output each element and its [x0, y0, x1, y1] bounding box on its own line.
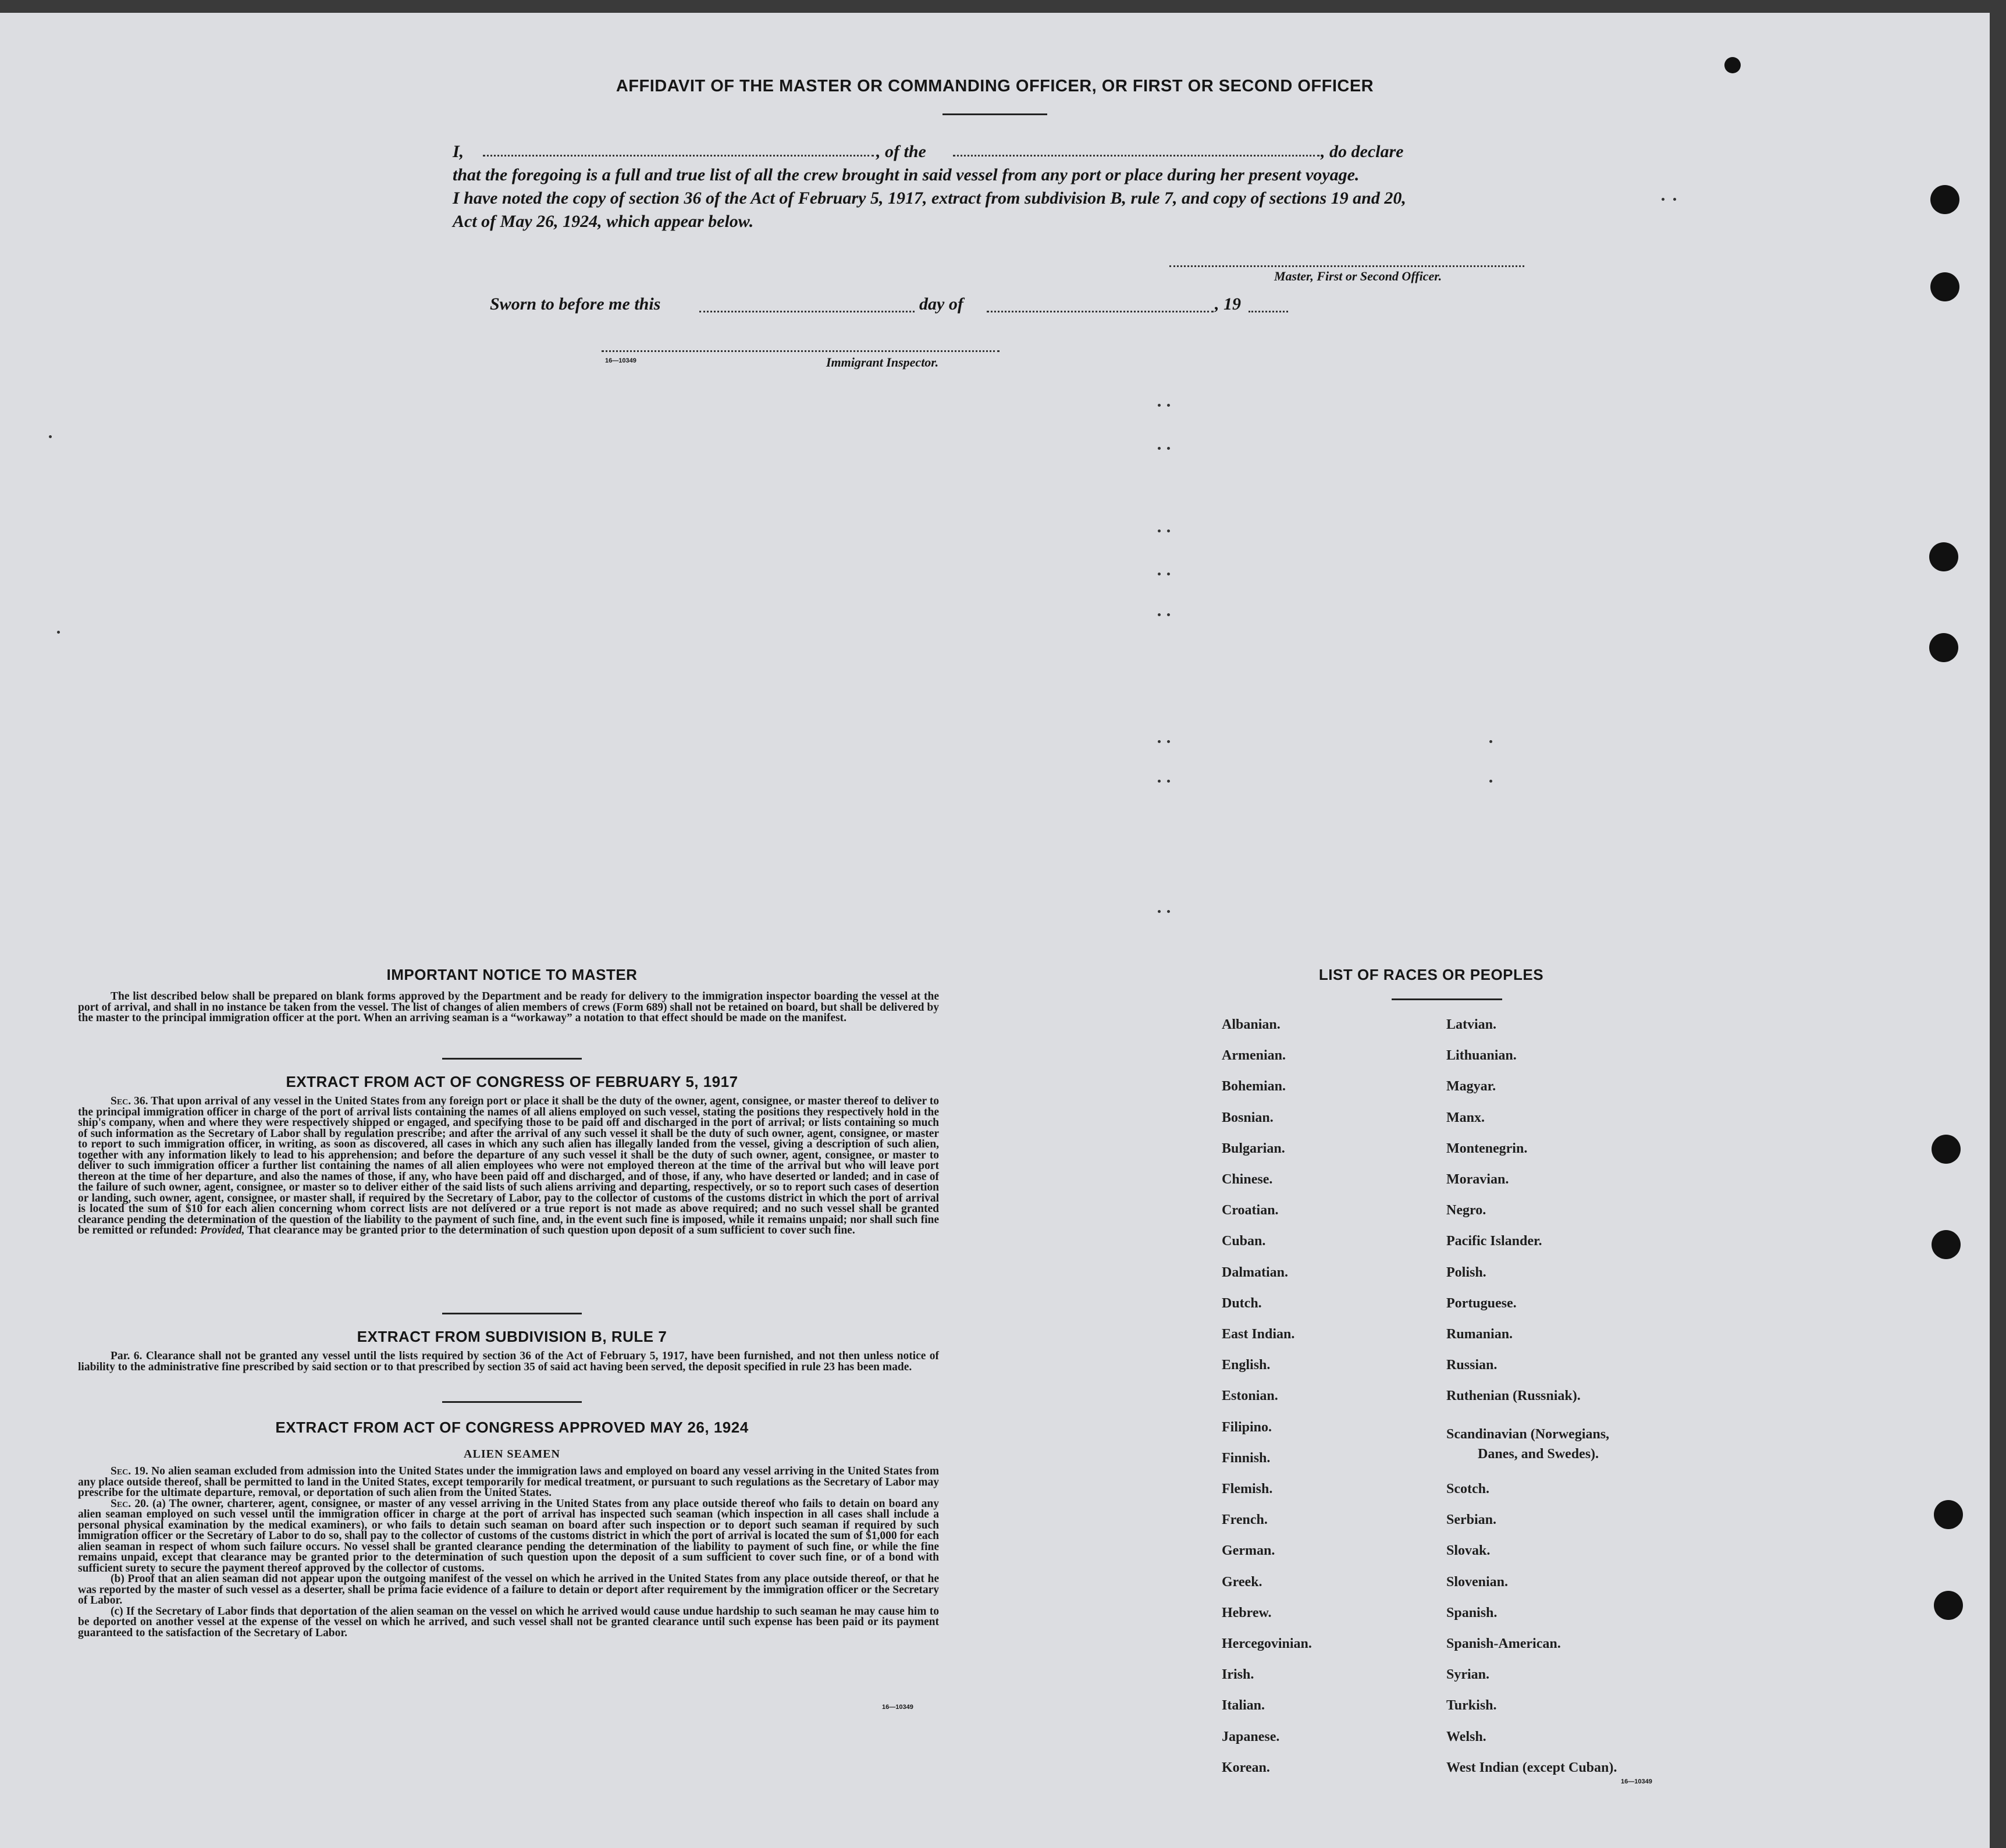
extract1-text	[78, 1096, 939, 1236]
binder-hole	[1932, 1135, 1961, 1164]
race-item: Filipino.	[1222, 1420, 1272, 1435]
provided-label: Provided,	[200, 1224, 245, 1236]
race-item: Negro.	[1446, 1203, 1486, 1218]
race-item: Korean.	[1222, 1760, 1270, 1775]
of-the-label: , of the	[876, 142, 926, 161]
notice-body: The list described below shall be prepared on blank forms approved by the Department and be ready for delivery to the immigration inspector boarding the vessel at the port of arrival, and shall in no instance be taken from the vessel. The list of changes of alien members of crews (Form 689) shall not be retained on board, but shall be delivered by the master to the principal immigration officer at the port. When an arriving seaman is a “workaway” a notation to that effect should be made on the manifest.	[78, 990, 939, 1024]
binder-hole	[1724, 57, 1741, 73]
sworn-year-blank[interactable]	[1249, 311, 1288, 312]
race-item: Scandinavian (Norwegians,	[1446, 1427, 1610, 1442]
year-label: , 19	[1215, 294, 1241, 314]
paper-speck	[1489, 780, 1492, 783]
name-blank[interactable]	[483, 155, 874, 157]
paper-speck	[1158, 780, 1161, 783]
race-item: German.	[1222, 1543, 1275, 1558]
race-item: Spanish-American.	[1446, 1636, 1561, 1651]
affidavit-title: AFFIDAVIT OF THE MASTER OR COMMANDING OFFICER, OR FIRST OR SECOND OFFICER	[616, 77, 1374, 95]
race-item: Slovenian.	[1446, 1575, 1509, 1590]
paper-speck	[1167, 447, 1170, 450]
race-item: Moravian.	[1446, 1172, 1509, 1187]
i-label: I,	[453, 142, 464, 161]
race-item: Serbian.	[1446, 1512, 1497, 1527]
paper-speck	[1167, 404, 1170, 407]
race-item: Manx.	[1446, 1110, 1485, 1125]
race-item: Montenegrin.	[1446, 1141, 1528, 1156]
rule7-body: Par. 6. Clearance shall not be granted any vessel until the lists required by section 36 of the Act of February 5, 1917, have been furnished, and not then unless notice of liability to the administrative fine prescribed by said section or to that prescribed by section 35 of said act having been served, the deposit specified in rule 23 has been made.	[78, 1350, 939, 1373]
race-item: Latvian.	[1446, 1017, 1497, 1032]
race-item: Rumanian.	[1446, 1327, 1513, 1342]
race-item: Magyar.	[1446, 1079, 1496, 1094]
race-item: Slovak.	[1446, 1543, 1491, 1558]
race-item: Chinese.	[1222, 1172, 1273, 1187]
binder-hole	[1929, 542, 1958, 571]
vessel-blank[interactable]	[953, 155, 1319, 157]
race-item: Scotch.	[1446, 1481, 1489, 1497]
race-item: Portuguese.	[1446, 1296, 1517, 1311]
binder-hole	[1930, 185, 1959, 214]
master-signature-line[interactable]	[1169, 265, 1524, 267]
do-declare-label: , do declare	[1321, 142, 1404, 161]
paper-speck	[1158, 404, 1161, 407]
paper-speck	[1167, 780, 1170, 783]
race-item: West Indian (except Cuban).	[1446, 1760, 1617, 1775]
paper-speck	[1158, 910, 1161, 913]
race-item: Bulgarian.	[1222, 1141, 1285, 1156]
extract2-title: EXTRACT FROM SUBDIVISION B, RULE 7	[357, 1328, 667, 1345]
section-rule-1	[442, 1058, 582, 1060]
paper-speck	[1158, 447, 1161, 450]
sec19-label: Sec. 19.	[111, 1465, 148, 1477]
race-item: Dutch.	[1222, 1296, 1262, 1311]
paper-speck	[1158, 740, 1161, 743]
race-item: Pacific Islander.	[1446, 1234, 1542, 1249]
race-item: Japanese.	[1222, 1729, 1280, 1744]
sworn-month-blank[interactable]	[987, 311, 1214, 312]
race-item: Hebrew.	[1222, 1605, 1272, 1620]
sec36-body: That upon arrival of any vessel in the United States from any foreign port or place it shall be the duty of the owner, agent, consignee, or master thereof to deliver to the principal immigration officer in charge of the port of arrival lists containing the names of all aliens employed on such vessel, stating the positions they respectively hold in the ship's company, when and where they were respectively shipped or engaged, and specifying those to be paid off and discharged in the port of arrival; or lists containing so much of such information as the Secretary of Labor shall by regulation prescribe; and after the arrival of any such vessel it shall be the duty of such owner, agent, consignee, or master to report to such immigration officer, in writing, as soon as discovered, all cases in which any such alien has illegally landed from the vessel, giving a description of such alien, together with any information likely to lead to his apprehension; and before the departure of any such vessel it shall be the duty of such owner, agent, consignee, or master to deliver to such immigration officer a further list containing the names of all alien employees who were not employed thereon at the time of the arrival but who will leave port thereon at the time of her departure, and also the names of those, if any, who have been paid off and discharged, and of those, if any, who have deserted or landed; and in case of the failure of such owner, agent, consignee, or master so to deliver either of the said lists of such aliens arriving and departing, respectively, or so to report such cases of desertion or landing, such owner, agent, consignee, or master shall, if required by the Secretary of Labor, pay to the collector of customs of the customs district in which the port of arrival is located the sum of $10 for each alien concerning whom correct lists are not delivered or a true report is not made as above required; and no such vessel shall be granted clearance pending the determination of the question of the liability to the payment of such fine, and, in the event such fine is imposed, while it remains unpaid; nor shall such fine be remitted or refunded:	[78, 1095, 939, 1236]
race-item: Cuban.	[1222, 1234, 1266, 1249]
sec20-label: Sec. 20.	[111, 1497, 149, 1510]
race-item: Ruthenian (Russniak).	[1446, 1388, 1581, 1403]
sworn-day-blank[interactable]	[699, 311, 915, 312]
binder-hole	[1930, 272, 1959, 301]
paper-speck	[1167, 740, 1170, 743]
section-rule-2	[442, 1313, 582, 1314]
race-item: Flemish.	[1222, 1481, 1273, 1497]
affidavit-line-2: that the foregoing is a full and true list of all the crew brought in said vessel from any port or place during her present voyage.	[453, 165, 1360, 184]
paper-speck	[1167, 529, 1170, 532]
paper-speck	[1673, 198, 1676, 201]
extract2-text	[78, 1351, 939, 1373]
affidavit-line-1	[453, 142, 1546, 162]
sec36-label: Sec. 36.	[111, 1095, 148, 1107]
paper-speck	[1158, 529, 1161, 532]
race-item: Welsh.	[1446, 1729, 1486, 1744]
race-item: Russian.	[1446, 1357, 1498, 1373]
race-item: Lithuanian.	[1446, 1048, 1517, 1063]
day-of-label: day of	[919, 294, 963, 314]
race-item: French.	[1222, 1512, 1268, 1527]
race-item: Spanish.	[1446, 1605, 1498, 1620]
notice-title: IMPORTANT NOTICE TO MASTER	[386, 966, 638, 983]
section-rule-3	[442, 1401, 582, 1403]
race-item: Polish.	[1446, 1265, 1486, 1280]
races-title: LIST OF RACES OR PEOPLES	[1318, 966, 1544, 983]
form-number-right: 16—10349	[1621, 1778, 1652, 1785]
race-item: Turkish.	[1446, 1698, 1497, 1713]
paper-speck	[49, 435, 52, 438]
race-item: Greek.	[1222, 1575, 1262, 1590]
alien-seamen-subtitle: ALIEN SEAMEN	[464, 1448, 560, 1460]
paper-speck	[1167, 613, 1170, 616]
title-rule	[942, 113, 1047, 115]
paper-speck	[1489, 740, 1492, 743]
affidavit-line-4: Act of May 26, 1924, which appear below.	[453, 212, 754, 231]
race-item: Croatian.	[1222, 1203, 1279, 1218]
sec20a-body: (a) The owner, charterer, agent, consignee, or master of any vessel arriving in the United States from any place outside thereof who fails to detain on board any alien seaman employed on such vessel until the immigration officer in charge at the port of arrival has inspected such seaman (which inspection in all cases shall include a personal physical examination by the medical examiners), or who fails to detain such seaman on board after such inspection or to deport such seaman if required by such immigration officer or the Secretary of Labor to do so, shall pay to the collector of customs of the customs district in which the port of arrival is located the sum of $1,000 for each alien seaman in respect of whom such failure occurs. No vessel shall be granted clearance pending the determination of the liability to payment of such fine, or while the fine remains unpaid, except that clearance may be granted prior to the determination of such question upon the deposit of a sum sufficient to cover such fine, or of a bond with sufficient surety to secure the payment thereof approved by the collector of customs.	[78, 1497, 940, 1575]
race-item: Estonian.	[1222, 1388, 1278, 1403]
notice-text	[78, 991, 939, 1024]
sec36-end: That clearance may be granted prior to the determination of such question upon deposit of a sum sufficient to cover such fine.	[247, 1224, 855, 1236]
race-item: Albanian.	[1222, 1017, 1281, 1032]
extract3-title: EXTRACT FROM ACT OF CONGRESS APPROVED MAY 26, 1924	[275, 1419, 749, 1436]
race-item: Dalmatian.	[1222, 1265, 1288, 1280]
binder-hole	[1934, 1500, 1963, 1529]
race-item: Danes, and Swedes).	[1478, 1447, 1599, 1462]
sworn-label: Sworn to before me this	[490, 294, 661, 314]
affidavit-line-3: I have noted the copy of section 36 of the Act of February 5, 1917, extract from subdivision B, rule 7, and copy of sections 19 and 20,	[453, 189, 1406, 208]
extract3-text	[78, 1466, 939, 1639]
sec20c-body: (c) If the Secretary of Labor finds that deportation of the alien seaman on the vessel on which he arrived would cause undue hardship to such seaman he may cause him to be deported on another vessel at the expense of the vessel on which he arrived, and such vessel shall not be granted clearance until such expense has been paid or its payment guaranteed to the satisfaction of the Secretary of Labor.	[78, 1605, 939, 1639]
form-number-top: 16—10349	[605, 357, 636, 364]
master-signature-label: Master, First or Second Officer.	[1274, 269, 1442, 283]
binder-hole	[1932, 1230, 1961, 1259]
sec20b-body: (b) Proof that an alien seaman did not appear upon the outgoing manifest of the vessel on which he arrived in the United States from any place outside thereof, or that he was reported by the master of such vessel as a deserter, shall be prima facie evidence of a failure to detain or deport after requirement by the immigration officer or the Secretary of Labor.	[78, 1573, 939, 1607]
paper-speck	[1158, 573, 1161, 575]
race-item: Hercegovinian.	[1222, 1636, 1312, 1651]
paper-speck	[1167, 910, 1170, 913]
paper-speck	[1167, 573, 1170, 575]
race-item: Armenian.	[1222, 1048, 1286, 1063]
inspector-signature-line[interactable]	[602, 350, 1000, 352]
race-item: East Indian.	[1222, 1327, 1295, 1342]
race-item: Syrian.	[1446, 1667, 1490, 1682]
race-item: Bosnian.	[1222, 1110, 1274, 1125]
paper-speck	[1158, 613, 1161, 616]
binder-hole	[1929, 633, 1958, 662]
inspector-label: Immigrant Inspector.	[826, 355, 939, 369]
extract1-title: EXTRACT FROM ACT OF CONGRESS OF FEBRUARY 5, 1917	[286, 1073, 738, 1090]
sec19-body: No alien seaman excluded from admission into the United States under the immigration laws and employed on board any vessel arriving in the United States from any place outside thereof, shall be permitted to land in the United States, except temporarily for medical treatment, or pursuant to such regulations as the Secretary of Labor may prescribe for the ultimate departure, removal, or deportation of such alien from the United States.	[78, 1465, 939, 1499]
races-rule	[1392, 998, 1502, 1000]
race-item: Bohemian.	[1222, 1079, 1286, 1094]
binder-hole	[1934, 1591, 1963, 1620]
form-number-left: 16—10349	[882, 1704, 913, 1711]
race-item: Irish.	[1222, 1667, 1254, 1682]
race-item: English.	[1222, 1357, 1271, 1373]
paper-speck	[1662, 198, 1664, 201]
race-item: Italian.	[1222, 1698, 1265, 1713]
paper-speck	[57, 631, 60, 634]
race-item: Finnish.	[1222, 1451, 1271, 1466]
